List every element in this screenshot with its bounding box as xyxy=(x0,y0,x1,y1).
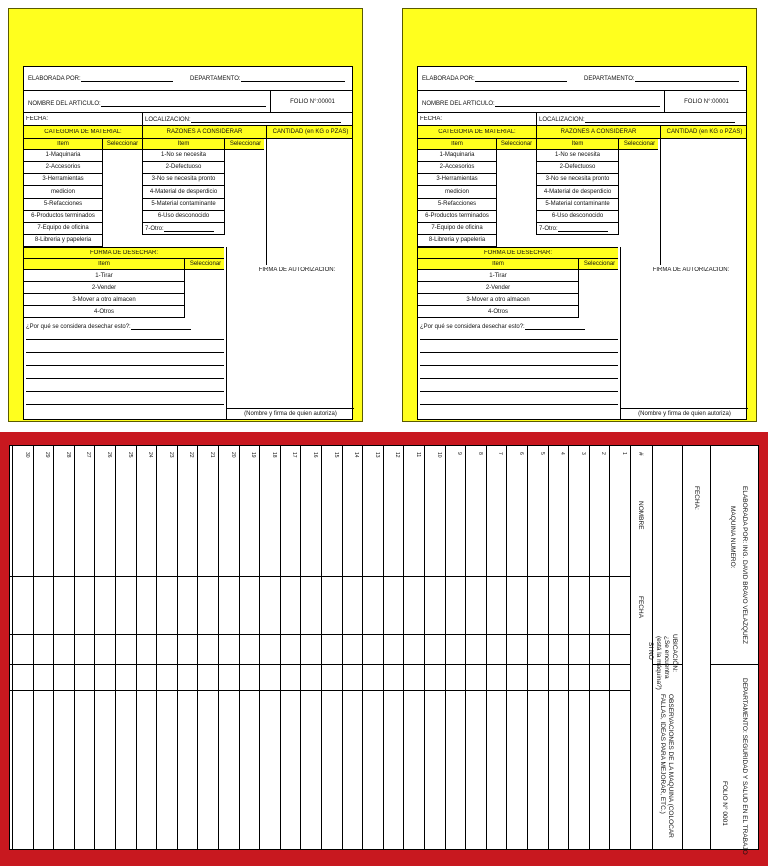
row-number: 3 xyxy=(579,452,586,455)
table-row xyxy=(115,446,116,849)
list-item: 3-No se necesita pronto xyxy=(142,174,224,186)
form-card-right xyxy=(402,8,757,422)
seleccionar-header: Seleccionar xyxy=(102,139,142,150)
row-number: 22 xyxy=(188,452,195,458)
en-maquina: (está la máquina?) xyxy=(655,636,662,690)
row-nombre xyxy=(418,91,746,113)
departamento-label: DEPARTAMENTO: xyxy=(190,76,241,82)
list-item: 1-Tirar xyxy=(418,270,578,282)
reason-line[interactable] xyxy=(420,352,618,353)
reason-line[interactable] xyxy=(26,391,224,392)
row-number: 2 xyxy=(600,452,607,455)
row-number: 21 xyxy=(209,452,215,458)
otro-field[interactable] xyxy=(164,225,214,232)
list-item: 8-Libreria y papeleria xyxy=(418,235,496,247)
row-number: 26 xyxy=(106,452,112,458)
table-row xyxy=(280,446,281,849)
fecha-label: FECHA: xyxy=(420,116,443,122)
reason-line[interactable] xyxy=(26,365,224,366)
forma-header: FORMA DE DESECHAR: xyxy=(483,250,552,256)
firma-label: FIRMA DE AUTORIZACION: xyxy=(258,267,336,273)
row-forma-headers xyxy=(24,259,224,270)
nombre-field[interactable] xyxy=(101,100,266,107)
table-row xyxy=(218,446,219,849)
nombre-header: NOMBRE xyxy=(637,501,644,530)
reason-line[interactable] xyxy=(420,339,618,340)
forma-header: FORMA DE DESECHAR: xyxy=(89,250,158,256)
list-item: 2-Vender xyxy=(24,282,184,294)
select-column[interactable] xyxy=(184,270,226,318)
nombre-label: NOMBRE DEL ARTICULO: xyxy=(422,101,495,107)
list-item: 1-Tirar xyxy=(24,270,184,282)
razones-header: RAZONES A CONSIDERAR xyxy=(142,126,266,139)
cantidad-header: CANTIDAD (en KG o PZAS) xyxy=(266,126,354,139)
select-column[interactable] xyxy=(618,150,660,235)
cantidad-area[interactable] xyxy=(266,139,354,265)
seleccionar-header: Seleccionar xyxy=(184,259,226,270)
nombre-firma: (Nombre y firma de quien autoriza) xyxy=(621,408,748,420)
nombre-field[interactable] xyxy=(495,100,660,107)
items-table xyxy=(24,150,266,250)
otro-label: 7-Otro: xyxy=(145,226,164,232)
nombre-label: NOMBRE DEL ARTICULO: xyxy=(28,101,101,107)
se-encuentra: ¿Se encuentra xyxy=(663,636,670,679)
row-number: 5 xyxy=(538,452,545,455)
list-item: 5-Material contaminante xyxy=(142,199,224,211)
list-item: 1-No se necesita xyxy=(536,150,618,162)
fecha-label: FECHA: xyxy=(26,116,49,122)
list-item: 4-Otros xyxy=(24,306,184,318)
list-item: 8-Libreria y papeleria xyxy=(24,235,102,247)
row-number: 20 xyxy=(229,452,236,458)
list-item: 3-Mover a otro almacen xyxy=(418,294,578,306)
table-row xyxy=(589,446,590,849)
row-item-headers xyxy=(24,139,264,150)
table-row xyxy=(383,446,384,849)
table-row xyxy=(568,446,569,849)
localizacion-field[interactable] xyxy=(191,116,341,123)
row-number: 13 xyxy=(373,452,380,458)
list-item: 6-Productos terminados xyxy=(418,211,496,223)
localizacion-field[interactable] xyxy=(585,116,735,123)
numero-header: # xyxy=(637,452,644,456)
table-row xyxy=(548,446,549,849)
row-number: 23 xyxy=(167,452,174,458)
observaciones-header: OBSERVACIONES DE LA MAQUINA (COLOCAR FALLAS, IDEAS PARA MEJORAR, ETC.) xyxy=(659,694,674,838)
table-row xyxy=(465,446,466,849)
otro-field[interactable] xyxy=(558,225,608,232)
table-row xyxy=(609,446,610,849)
table-row xyxy=(177,446,178,849)
table-row xyxy=(74,446,75,849)
elaborada-field[interactable] xyxy=(475,75,567,82)
fecha-top-text: FECHA: xyxy=(693,486,700,510)
firma-label: FIRMA DE AUTORIZACION: xyxy=(652,267,730,273)
table-row xyxy=(527,446,528,849)
elaborada-label: ELABORADA POR: xyxy=(28,76,81,82)
select-column[interactable] xyxy=(224,150,266,235)
list-item: 3-Herramientas xyxy=(418,174,496,186)
reason-line[interactable] xyxy=(420,378,618,379)
table-row xyxy=(445,446,446,849)
list-item: medicion xyxy=(418,186,496,199)
table-row xyxy=(342,446,343,849)
table-row xyxy=(424,446,425,849)
row-forma xyxy=(418,247,618,259)
form-card-left xyxy=(8,8,363,422)
row-number: 7 xyxy=(497,452,504,455)
row-item-headers xyxy=(418,139,658,150)
row-number: 14 xyxy=(353,452,360,458)
row-number: 10 xyxy=(435,452,442,458)
row-number: 29 xyxy=(44,452,51,458)
list-item: 7-Equipo de oficina xyxy=(418,223,496,235)
row-elaborada xyxy=(418,67,746,91)
list-item: 6-Uso desconocido xyxy=(536,211,618,223)
item-header: Item xyxy=(57,141,69,147)
seleccionar-header: Seleccionar xyxy=(578,259,620,270)
departamento-field[interactable] xyxy=(635,75,739,82)
row-fecha xyxy=(24,113,352,126)
razones-header: RAZONES A CONSIDERAR xyxy=(536,126,660,139)
list-item: 1-No se necesita xyxy=(142,150,224,162)
elaborada-field[interactable] xyxy=(81,75,173,82)
localizacion-label: LOCALIZACION: xyxy=(539,117,585,123)
select-column[interactable] xyxy=(496,150,536,247)
row-headers xyxy=(418,126,746,139)
table-row xyxy=(259,446,260,849)
seleccionar-header: Seleccionar xyxy=(496,139,536,150)
table-row xyxy=(53,446,54,849)
table-row xyxy=(239,446,240,849)
row-number: 1 xyxy=(621,452,627,455)
folio-right: FOLIO N°:00001 xyxy=(664,91,748,113)
row-number: 17 xyxy=(291,452,298,458)
porque-field[interactable] xyxy=(525,323,585,330)
list-item: 3-Mover a otro almacen xyxy=(24,294,184,306)
row-number: 16 xyxy=(312,452,318,458)
row-number: 12 xyxy=(394,452,401,458)
porque-label: ¿Por qué se considera desechar esto?: xyxy=(420,324,525,330)
row-number: 18 xyxy=(270,452,277,458)
row-elaborada xyxy=(24,67,352,91)
list-item: 1-Maquinaria xyxy=(418,150,496,162)
list-item: 3-Herramientas xyxy=(24,174,102,186)
departamento-label: DEPARTAMENTO: xyxy=(584,76,635,82)
list-item: 4-Otros xyxy=(418,306,578,318)
list-item: 4-Material de desperdicio xyxy=(536,186,618,199)
porque-label: ¿Por qué se considera desechar esto?: xyxy=(26,324,131,330)
elaborada-text: ELABORADA POR: ING. DAVID BRAVO VELAZQUEZ xyxy=(741,486,748,644)
list-item: 6-Productos terminados xyxy=(24,211,102,223)
cantidad-area[interactable] xyxy=(660,139,748,265)
list-item: 2-Accesorios xyxy=(24,162,102,174)
nombre-firma: (Nombre y firma de quien autoriza) xyxy=(227,408,354,420)
row-number: 24 xyxy=(147,452,154,458)
seleccionar-header: Seleccionar xyxy=(224,139,266,150)
row-number: 30 xyxy=(23,452,30,458)
list-item: 5-Refacciones xyxy=(418,199,496,211)
reason-line[interactable] xyxy=(26,352,224,353)
row-number: 6 xyxy=(518,452,524,455)
reason-line[interactable] xyxy=(420,365,618,366)
row-number: 4 xyxy=(559,452,566,455)
row-number: 28 xyxy=(64,452,71,458)
row-number: 27 xyxy=(85,452,92,458)
table-row xyxy=(156,446,157,849)
select-column[interactable] xyxy=(102,150,142,247)
list-item: 4-Material de desperdicio xyxy=(142,186,224,199)
discard-form-left xyxy=(23,66,353,420)
row-headers xyxy=(24,126,352,139)
row-forma xyxy=(24,247,224,259)
item-header: Item xyxy=(98,261,110,267)
row-number: 11 xyxy=(415,452,421,458)
table-row xyxy=(33,446,34,849)
reason-line[interactable] xyxy=(420,391,618,392)
row-number: 15 xyxy=(332,452,339,458)
discard-form-right xyxy=(417,66,747,420)
table-row xyxy=(486,446,487,849)
table-row xyxy=(321,446,322,849)
list-item: 7-Equipo de oficina xyxy=(24,223,102,235)
reason-line[interactable] xyxy=(26,339,224,340)
row-number: 25 xyxy=(126,452,133,458)
categoria-header: CATEGORIA DE MATERIAL: xyxy=(44,129,122,135)
table-row xyxy=(197,446,198,849)
list-item: 1-Maquinaria xyxy=(24,150,102,162)
table-row xyxy=(94,446,95,849)
table-row xyxy=(136,446,137,849)
elaborada-label: ELABORADA POR: xyxy=(422,76,475,82)
reason-line[interactable] xyxy=(420,404,618,405)
row-number: 19 xyxy=(250,452,257,458)
item-header: Item xyxy=(451,141,463,147)
list-item: 5-Material contaminante xyxy=(536,199,618,211)
list-item: 2-Defectuoso xyxy=(536,162,618,174)
departamento-text: DEPARTAMENTO: SEGURIDAD Y SALUD EN EL TRABAJO xyxy=(741,678,748,855)
fecha-header: FECHA xyxy=(637,596,644,619)
row-number: 9 xyxy=(456,452,463,455)
si-no: SI NO xyxy=(647,642,654,660)
reason-line[interactable] xyxy=(26,404,224,405)
item-header: Item xyxy=(142,139,224,150)
row-number: 8 xyxy=(476,452,483,455)
ubicacion-header: UBICACIÓN: xyxy=(671,634,678,672)
folio-text: FOLIO N° 0001 xyxy=(721,781,728,826)
folio-left: FOLIO N°:00001 xyxy=(270,91,354,113)
table-row xyxy=(506,446,507,849)
list-item: 2-Vender xyxy=(418,282,578,294)
localizacion-label: LOCALIZACION: xyxy=(145,117,191,123)
departamento-field[interactable] xyxy=(241,75,345,82)
categoria-header: CATEGORIA DE MATERIAL: xyxy=(438,129,516,135)
list-item: medicion xyxy=(24,186,102,199)
list-item: 2-Accesorios xyxy=(418,162,496,174)
list-item: 2-Defectuoso xyxy=(142,162,224,174)
table-row xyxy=(362,446,363,849)
machine-log-sheet xyxy=(9,445,759,855)
seleccionar-header: Seleccionar xyxy=(618,139,660,150)
otro-label: 7-Otro: xyxy=(539,226,558,232)
list-item: 3-No se necesita pronto xyxy=(536,174,618,186)
item-header: Item xyxy=(492,261,504,267)
row-nombre xyxy=(24,91,352,113)
item-header: Item xyxy=(536,139,618,150)
list-item: 6-Uso desconocido xyxy=(142,211,224,223)
porque-field[interactable] xyxy=(131,323,191,330)
row-forma-headers xyxy=(418,259,618,270)
table-row xyxy=(12,446,13,849)
reason-line[interactable] xyxy=(26,378,224,379)
items-table xyxy=(418,150,660,250)
list-item: 5-Refacciones xyxy=(24,199,102,211)
select-column[interactable] xyxy=(578,270,620,318)
row-fecha xyxy=(418,113,746,126)
table-row xyxy=(300,446,301,849)
cantidad-header: CANTIDAD (en KG o PZAS) xyxy=(660,126,748,139)
table-row xyxy=(403,446,404,849)
maquina-text: MAQUINA NUMERO: xyxy=(729,506,736,569)
